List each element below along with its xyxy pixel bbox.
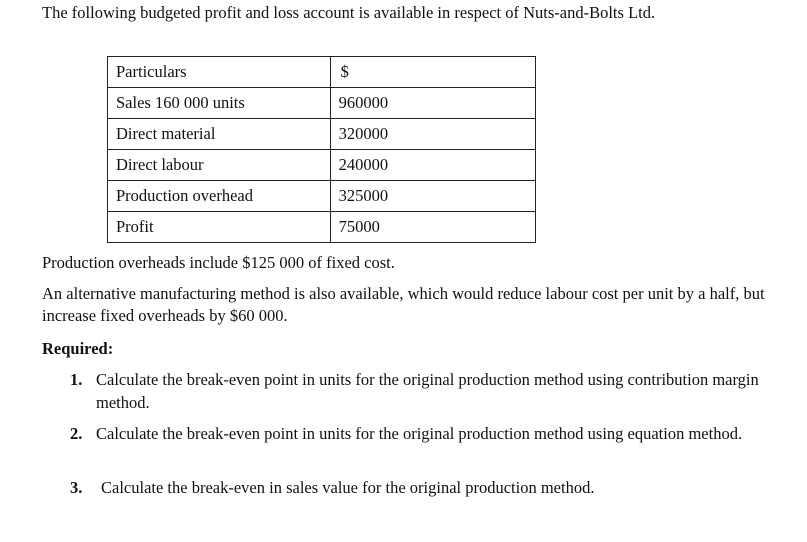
profit-loss-table (107, 56, 536, 243)
row-value: 325000 (330, 181, 535, 212)
question-number: 1. (70, 370, 83, 389)
table-row (108, 150, 536, 181)
table-row (108, 212, 536, 243)
row-label: Profit (108, 212, 331, 243)
question-number: 3. (70, 478, 83, 497)
row-value: 75000 (330, 212, 535, 243)
question-text: Calculate the break-even point in units for the original production method using equation method. (96, 424, 743, 443)
header-particulars: Particulars (108, 57, 331, 88)
row-label: Direct material (108, 119, 331, 150)
required-heading: Required: (42, 339, 114, 358)
intro-text: The following budgeted profit and loss account is available in respect of Nuts-and-Bolts Ltd. (42, 3, 656, 22)
row-label: Production overhead (108, 181, 331, 212)
header-currency: $ (330, 57, 535, 88)
row-label: Sales 160 000 units (108, 88, 331, 119)
overheads-note: Production overheads include $125 000 of fixed cost. (42, 253, 395, 272)
table-row (108, 88, 536, 119)
question-number: 2. (70, 424, 83, 443)
table-row (108, 119, 536, 150)
question-item (70, 368, 760, 414)
question-item (70, 422, 760, 445)
question-text: Calculate the break-even in sales value for the original production method. (101, 478, 595, 497)
row-value: 320000 (330, 119, 535, 150)
question-text: Calculate the break-even point in units for the original production method using contribution margin method. (96, 370, 759, 412)
question-item (70, 476, 760, 499)
alternative-method-note: An alternative manufacturing method is also available, which would reduce labour cost per unit by a half, but increase fixed overheads by $60 000. (42, 284, 765, 325)
row-value: 240000 (330, 150, 535, 181)
row-label: Direct labour (108, 150, 331, 181)
table-row (108, 181, 536, 212)
table-header-row (108, 57, 536, 88)
row-value: 960000 (330, 88, 535, 119)
